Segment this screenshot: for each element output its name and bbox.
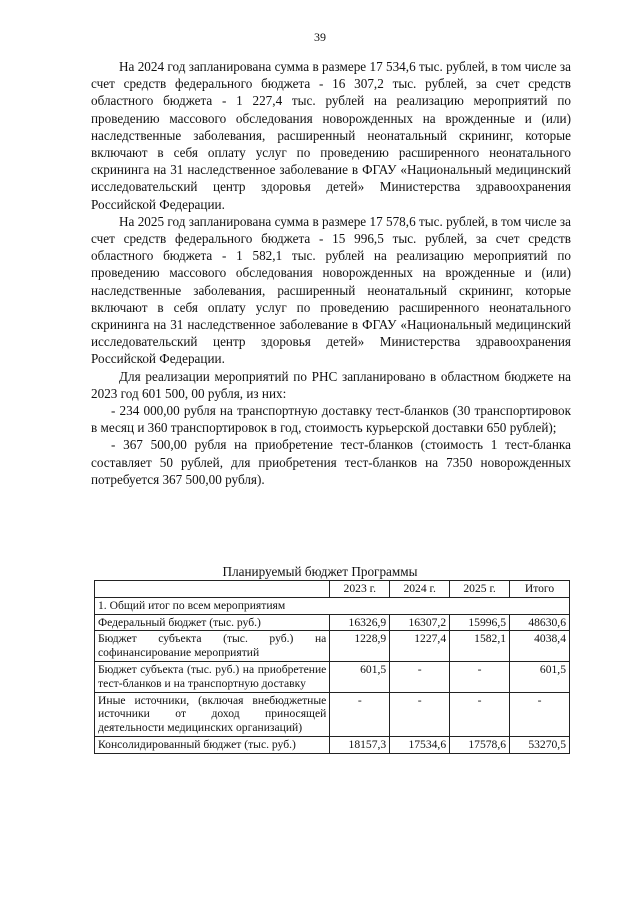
table-row xyxy=(95,692,570,736)
header-cell-2023: 2023 г. xyxy=(330,581,390,598)
header-cell-total: Итого xyxy=(510,581,570,598)
cell-2023: 16326,9 xyxy=(330,614,390,631)
cell-2024: - xyxy=(390,661,450,692)
cell-2025: - xyxy=(450,692,510,736)
paragraph-2024: На 2024 год запланирована сумма в размере 17 534,6 тыс. рублей, в том числе за счет средств федерального бюджета - 16 307,2 тыс. рублей, за счет средств областного бюджета - 1 227,4 тыс. рублей на реализацию мероприятий по проведению массового обследования новорожденных на врожденные и (или) наследственные заболевания, расширенный неонатальный скрининг, которые включают в себя оплату услуг по проведению расширенного неонатального скрининга на 31 наследственное заболевание в ФГАУ «Национальный медицинский исследовательский центр здоровья детей» Министерства здравоохранения Российской Федерации. xyxy=(91,59,571,212)
table-row xyxy=(95,631,570,662)
cell-2025: 15996,5 xyxy=(450,614,510,631)
paragraph-2025: На 2025 год запланирована сумма в размере 17 578,6 тыс. рублей, в том числе за счет средств федерального бюджета - 15 996,5 тыс. рублей, за счет средств областного бюджета - 1 582,1 тыс. рублей на реализацию мероприятий по проведению массового обследования новорожденных на врожденные и (или) наследственные заболевания, расширенный неонатальный скрининг, которые включают в себя оплату услуг по проведению расширенного неонатального скрининга на 31 наследственное заболевание в ФГАУ «Национальный медицинский исследовательский центр здоровья детей» Министерства здравоохранения Российской Федерации. xyxy=(91,213,571,367)
table-section-row xyxy=(95,597,570,614)
cell-2024: 17534,6 xyxy=(390,736,450,753)
budget-table xyxy=(94,580,570,754)
cell-2024: - xyxy=(390,692,450,736)
header-cell-empty xyxy=(95,581,330,598)
table-caption: Планируемый бюджет Программы xyxy=(222,564,418,579)
row-label: Бюджет субъекта (тыс. руб.) на приобретение тест-бланков и на транспортную доставку xyxy=(95,661,330,692)
page-number: 39 xyxy=(314,30,326,44)
header-cell-2024: 2024 г. xyxy=(390,581,450,598)
bullet-test-blanks: - 367 500,00 рубля на приобретение тест-бланков (стоимость 1 тест-бланка составляет 50 рублей, для приобретения тест-бланков на 7350 новорожденных потребуется 367 500,00 рубля). xyxy=(91,437,571,487)
section-title: 1. Общий итог по всем мероприятиям xyxy=(95,597,570,614)
cell-total: 48630,6 xyxy=(510,614,570,631)
cell-total: 53270,5 xyxy=(510,736,570,753)
cell-2025: - xyxy=(450,661,510,692)
cell-total: 4038,4 xyxy=(510,631,570,662)
cell-2024: 16307,2 xyxy=(390,614,450,631)
header-cell-2025: 2025 г. xyxy=(450,581,510,598)
cell-2025: 1582,1 xyxy=(450,631,510,662)
table-row xyxy=(95,614,570,631)
cell-2023: 1228,9 xyxy=(330,631,390,662)
row-label: Федеральный бюджет (тыс. руб.) xyxy=(95,614,330,631)
paragraph-rns: Для реализации мероприятий по РНС запланировано в областном бюджете на 2023 год 601 500, 00 рубля, из них: xyxy=(91,368,571,401)
cell-total: - xyxy=(510,692,570,736)
cell-total: 601,5 xyxy=(510,661,570,692)
cell-2023: 18157,3 xyxy=(330,736,390,753)
row-label: Бюджет субъекта (тыс. руб.) на софинансирование мероприятий xyxy=(95,631,330,662)
cell-2024: 1227,4 xyxy=(390,631,450,662)
document-body xyxy=(91,58,571,488)
row-label: Консолидированный бюджет (тыс. руб.) xyxy=(95,736,330,753)
table-row xyxy=(95,661,570,692)
cell-2025: 17578,6 xyxy=(450,736,510,753)
bullet-delivery: - 234 000,00 рубля на транспортную доставку тест-бланков (30 транспортировок в месяц и 360 транспортировок в год, стоимость курьерской доставки 650 рублей); xyxy=(91,403,571,436)
table-header-row xyxy=(95,581,570,598)
cell-2023: - xyxy=(330,692,390,736)
table-row xyxy=(95,736,570,753)
row-label: Иные источники, (включая внебюджетные источники от доход приносящей деятельности медицинских организаций) xyxy=(95,692,330,736)
cell-2023: 601,5 xyxy=(330,661,390,692)
